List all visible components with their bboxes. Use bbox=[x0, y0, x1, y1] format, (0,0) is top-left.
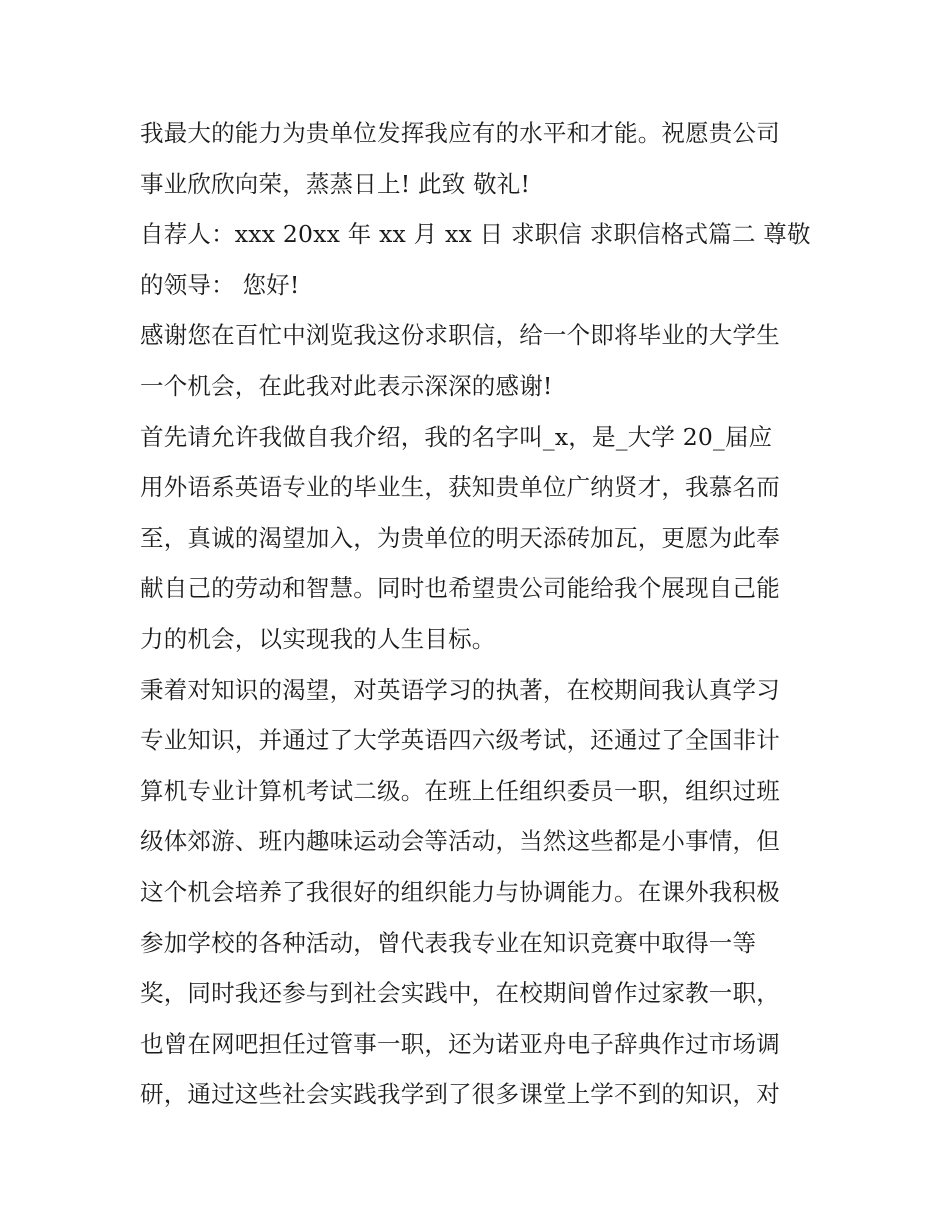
text-line: 感谢您在百忙中浏览我这份求职信，给一个即将毕业的大学生 bbox=[140, 321, 780, 350]
text-line: 的领导： 您好! bbox=[140, 270, 300, 299]
text-line: 参加学校的各种活动，曾代表我专业在知识竞赛中取得一等 bbox=[140, 928, 757, 957]
text-line: 算机专业计算机考试二级。在班上任组织委员一职，组织过班 bbox=[140, 776, 780, 805]
text-line: 首先请允许我做自我介绍，我的名字叫_x，是_大学 20_届应 bbox=[140, 422, 773, 451]
text-line: 用外语系英语专业的毕业生，获知贵单位广纳贤才，我慕名而 bbox=[140, 473, 780, 502]
text-line: 专业知识，并通过了大学英语四六级考试，还通过了全国非计 bbox=[140, 726, 780, 755]
text-line: 级体郊游、班内趣味运动会等活动，当然这些都是小事情，但 bbox=[140, 827, 780, 856]
text-line: 献自己的劳动和智慧。同时也希望贵公司能给我个展现自己能 bbox=[140, 574, 780, 603]
text-line: 至，真诚的渴望加入，为贵单位的明天添砖加瓦，更愿为此奉 bbox=[140, 523, 780, 552]
text-line: 自荐人：xxx 20xx 年 xx 月 xx 日 求职信 求职信格式篇二 尊敬 bbox=[140, 220, 811, 249]
text-line: 秉着对知识的渴望，对英语学习的执著，在校期间我认真学习 bbox=[140, 675, 780, 704]
text-line: 一个机会，在此我对此表示深深的感谢! bbox=[140, 371, 553, 400]
text-line: 我最大的能力为贵单位发挥我应有的水平和才能。祝愿贵公司 bbox=[140, 119, 780, 147]
text-line: 也曾在网吧担任过管事一职，还为诺亚舟电子辞典作过市场调 bbox=[140, 1029, 780, 1058]
letter-body bbox=[140, 108, 830, 1120]
text-line: 奖，同时我还参与到社会实践中，在校期间曾作过家教一职， bbox=[140, 979, 780, 1008]
text-line: 事业欣欣向荣，蒸蒸日上! 此致 敬礼! bbox=[140, 169, 531, 198]
text-line: 这个机会培养了我很好的组织能力与协调能力。在课外我积极 bbox=[140, 877, 780, 906]
text-line: 力的机会，以实现我的人生目标。 bbox=[140, 624, 496, 653]
text-line: 研，通过这些社会实践我学到了很多课堂上学不到的知识，对 bbox=[140, 1080, 780, 1109]
